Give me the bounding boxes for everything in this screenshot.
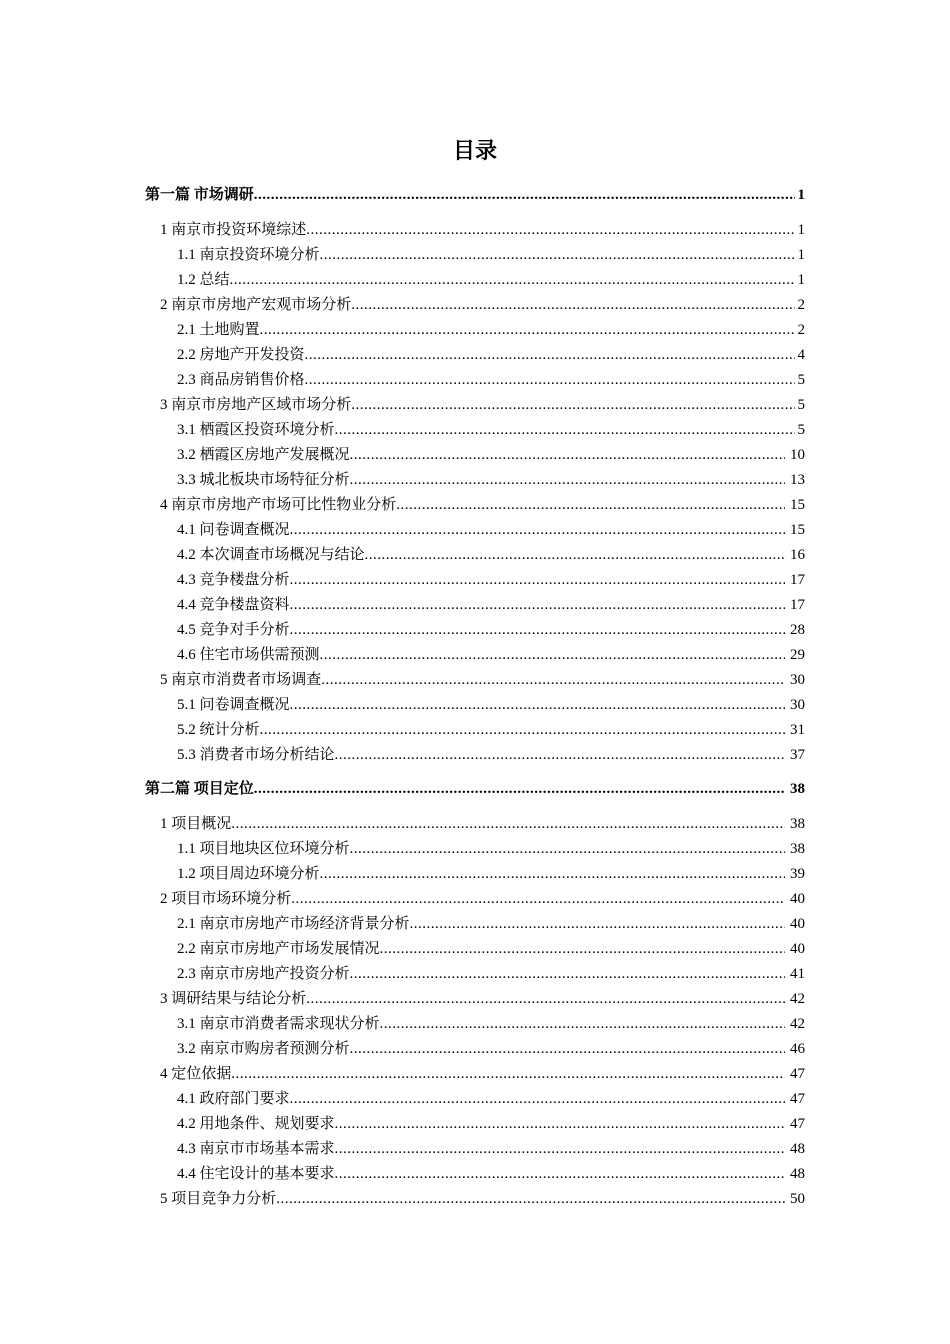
toc-chapter-entry[interactable]: [0, 987, 950, 1012]
toc-entry-page-number: 50: [790, 1191, 805, 1207]
toc-entry-title: 4.4 竞争楼盘资料: [177, 597, 290, 613]
toc-entry-title: 4.1 政府部门要求: [177, 1091, 290, 1107]
toc-entry-title: 3.1 南京市消费者需求现状分析: [177, 1016, 380, 1032]
toc-section-entry[interactable]: [0, 837, 950, 862]
toc-entry-leader: [177, 618, 785, 643]
toc-entry-page-number: 4: [797, 347, 805, 363]
toc-entry-page-number: 47: [790, 1091, 805, 1107]
toc-entry-page-number: 1: [797, 187, 805, 203]
toc-section-entry[interactable]: [0, 1112, 950, 1137]
toc-entry-leader: [160, 493, 785, 518]
toc-entry-leader: [177, 1037, 785, 1062]
toc-entry-page-number: 5: [797, 397, 805, 413]
toc-section-entry[interactable]: [0, 443, 950, 468]
toc-section-entry[interactable]: [0, 568, 950, 593]
toc-entry-leader: [177, 1012, 785, 1037]
toc-entry-leader: [145, 777, 785, 803]
toc-entry-leader: [177, 443, 785, 468]
toc-entry-leader: [177, 243, 795, 268]
toc-entry-title: 4.2 用地条件、规划要求: [177, 1116, 335, 1132]
toc-chapter-entry[interactable]: [0, 812, 950, 837]
toc-entry-leader: [177, 1162, 785, 1187]
toc-section-entry[interactable]: [0, 718, 950, 743]
toc-chapter-entry[interactable]: [0, 393, 950, 418]
toc-entry-title: 3.3 城北板块市场特征分析: [177, 472, 350, 488]
toc-entry-leader: [160, 218, 795, 243]
toc-entry-title: 5.3 消费者市场分析结论: [177, 747, 335, 763]
toc-entry-title: 3.2 南京市购房者预测分析: [177, 1041, 350, 1057]
toc-entry-title: 2 项目市场环境分析: [160, 891, 292, 907]
toc-entry-page-number: 46: [790, 1041, 805, 1057]
toc-entry-page-number: 15: [790, 497, 805, 513]
toc-entry-title: 1 项目概况: [160, 816, 232, 832]
toc-entry-title: 4.3 南京市市场基本需求: [177, 1141, 335, 1157]
toc-entry-leader: [177, 643, 785, 668]
toc-entry-leader: [177, 937, 785, 962]
toc-entry-leader: [177, 962, 785, 987]
toc-entry-leader: [177, 862, 785, 887]
toc-entry-title: 1.1 南京投资环境分析: [177, 247, 320, 263]
page-title: 目录: [452, 138, 497, 163]
toc-entry-leader: [145, 183, 795, 209]
toc-entry-title: 5.1 问卷调查概况: [177, 697, 290, 713]
toc-entry-leader: [177, 1087, 785, 1112]
toc-entry-title: 2.1 南京市房地产市场经济背景分析: [177, 916, 410, 932]
toc-entry-page-number: 38: [790, 816, 805, 832]
toc-entry-title: 4.2 本次调查市场概况与结论: [177, 547, 365, 563]
toc-entry-leader: [177, 1137, 785, 1162]
toc-entry-page-number: 38: [790, 841, 805, 857]
toc-entry-leader: [177, 912, 785, 937]
toc-entry-leader: [160, 1187, 785, 1212]
toc-chapter-entry[interactable]: [0, 293, 950, 318]
table-of-contents: [0, 183, 950, 1212]
toc-entry-leader: [160, 393, 795, 418]
toc-entry-leader: [177, 468, 785, 493]
toc-entry-page-number: 39: [790, 866, 805, 882]
toc-entry-page-number: 1: [797, 247, 805, 263]
toc-entry-page-number: 1: [797, 222, 805, 238]
toc-entry-page-number: 42: [790, 1016, 805, 1032]
toc-entry-page-number: 30: [790, 672, 805, 688]
toc-entry-title: 2.3 商品房销售价格: [177, 372, 305, 388]
toc-entry-page-number: 5: [797, 372, 805, 388]
toc-entry-page-number: 40: [790, 891, 805, 907]
toc-entry-title: 4.3 竞争楼盘分析: [177, 572, 290, 588]
toc-entry-title: 2.2 南京市房地产市场发展情况: [177, 941, 380, 957]
toc-entry-page-number: 48: [790, 1166, 805, 1182]
toc-chapter-entry[interactable]: [0, 668, 950, 693]
toc-entry-leader: [177, 693, 785, 718]
toc-entry-title: 4.6 住宅市场供需预测: [177, 647, 320, 663]
toc-entry-page-number: 37: [790, 747, 805, 763]
toc-section-entry[interactable]: [0, 862, 950, 887]
toc-section-entry[interactable]: [0, 937, 950, 962]
toc-section-entry[interactable]: [0, 1137, 950, 1162]
toc-entry-page-number: 17: [790, 597, 805, 613]
toc-entry-leader: [177, 418, 795, 443]
toc-entry-title: 2 南京市房地产宏观市场分析: [160, 297, 352, 313]
toc-entry-page-number: 17: [790, 572, 805, 588]
toc-chapter-entry[interactable]: [0, 1187, 950, 1212]
toc-entry-title: 4.1 问卷调查概况: [177, 522, 290, 538]
toc-chapter-entry[interactable]: [0, 493, 950, 518]
toc-entry-title: 2.3 南京市房地产投资分析: [177, 966, 350, 982]
toc-entry-title: 4.4 住宅设计的基本要求: [177, 1166, 335, 1182]
toc-entry-page-number: 16: [790, 547, 805, 563]
toc-entry-page-number: 5: [797, 422, 805, 438]
toc-section-entry[interactable]: [0, 243, 950, 268]
toc-entry-leader: [177, 268, 795, 293]
toc-entry-leader: [177, 343, 795, 368]
toc-entry-page-number: 2: [797, 297, 805, 313]
toc-section-entry[interactable]: [0, 1012, 950, 1037]
toc-section-entry[interactable]: [0, 1162, 950, 1187]
toc-entry-page-number: 10: [790, 447, 805, 463]
toc-entry-leader: [160, 1062, 785, 1087]
toc-entry-leader: [160, 668, 785, 693]
toc-entry-page-number: 47: [790, 1116, 805, 1132]
toc-entry-leader: [177, 837, 785, 862]
toc-entry-title: 1 南京市投资环境综述: [160, 222, 307, 238]
toc-entry-title: 第二篇 项目定位: [145, 781, 254, 797]
toc-section-entry[interactable]: [0, 743, 950, 768]
toc-entry-title: 5.2 统计分析: [177, 722, 260, 738]
toc-entry-title: 5 南京市消费者市场调查: [160, 672, 322, 688]
toc-entry-page-number: 38: [790, 781, 805, 797]
toc-entry-leader: [177, 718, 785, 743]
toc-entry-page-number: 40: [790, 916, 805, 932]
toc-section-entry[interactable]: [0, 1037, 950, 1062]
toc-section-entry[interactable]: [0, 418, 950, 443]
toc-entry-leader: [160, 887, 785, 912]
toc-section-entry[interactable]: [0, 962, 950, 987]
toc-section-entry[interactable]: [0, 518, 950, 543]
toc-entry-leader: [160, 812, 785, 837]
toc-section-entry[interactable]: [0, 318, 950, 343]
toc-entry-page-number: 29: [790, 647, 805, 663]
toc-section-entry[interactable]: [0, 543, 950, 568]
toc-entry-leader: [177, 518, 785, 543]
toc-entry-title: 1.1 项目地块区位环境分析: [177, 841, 350, 857]
toc-entry-title: 3 南京市房地产区域市场分析: [160, 397, 352, 413]
toc-entry-title: 4.5 竞争对手分析: [177, 622, 290, 638]
toc-entry-title: 3.2 栖霞区房地产发展概况: [177, 447, 350, 463]
toc-entry-title: 4 定位依据: [160, 1066, 232, 1082]
toc-entry-leader: [177, 368, 795, 393]
toc-section-entry[interactable]: [0, 593, 950, 618]
toc-entry-leader: [177, 1112, 785, 1137]
toc-entry-page-number: 1: [797, 272, 805, 288]
toc-section-entry[interactable]: [0, 618, 950, 643]
toc-entry-page-number: 2: [797, 322, 805, 338]
toc-entry-page-number: 13: [790, 472, 805, 488]
toc-entry-title: 2.1 土地购置: [177, 322, 260, 338]
toc-entry-title: 3.1 栖霞区投资环境分析: [177, 422, 335, 438]
toc-entry-leader: [177, 568, 785, 593]
toc-entry-leader: [177, 318, 795, 343]
toc-entry-leader: [177, 743, 785, 768]
toc-entry-title: 1.2 总结: [177, 272, 230, 288]
toc-entry-title: 1.2 项目周边环境分析: [177, 866, 320, 882]
toc-entry-leader: [160, 987, 785, 1012]
toc-entry-page-number: 28: [790, 622, 805, 638]
toc-entry-title: 3 调研结果与结论分析: [160, 991, 307, 1007]
toc-entry-page-number: 41: [790, 966, 805, 982]
toc-section-entry[interactable]: [0, 912, 950, 937]
toc-entry-leader: [177, 543, 785, 568]
toc-entry-page-number: 47: [790, 1066, 805, 1082]
toc-entry-page-number: 40: [790, 941, 805, 957]
toc-part-entry[interactable]: [0, 777, 950, 803]
toc-entry-title: 第一篇 市场调研: [145, 187, 254, 203]
toc-entry-title: 2.2 房地产开发投资: [177, 347, 305, 363]
toc-chapter-entry[interactable]: [0, 1062, 950, 1087]
toc-entry-page-number: 48: [790, 1141, 805, 1157]
toc-section-entry[interactable]: [0, 268, 950, 293]
toc-section-entry[interactable]: [0, 643, 950, 668]
toc-entry-page-number: 31: [790, 722, 805, 738]
toc-section-entry[interactable]: [0, 693, 950, 718]
toc-section-entry[interactable]: [0, 468, 950, 493]
toc-chapter-entry[interactable]: [0, 887, 950, 912]
toc-entry-leader: [177, 593, 785, 618]
toc-entry-leader: [160, 293, 795, 318]
toc-entry-page-number: 15: [790, 522, 805, 538]
toc-entry-page-number: 30: [790, 697, 805, 713]
toc-entry-title: 5 项目竞争力分析: [160, 1191, 277, 1207]
toc-entry-page-number: 42: [790, 991, 805, 1007]
toc-entry-title: 4 南京市房地产市场可比性物业分析: [160, 497, 397, 513]
toc-chapter-entry[interactable]: [0, 218, 950, 243]
toc-section-entry[interactable]: [0, 343, 950, 368]
toc-section-entry[interactable]: [0, 1087, 950, 1112]
toc-section-entry[interactable]: [0, 368, 950, 393]
toc-part-entry[interactable]: [0, 183, 950, 209]
